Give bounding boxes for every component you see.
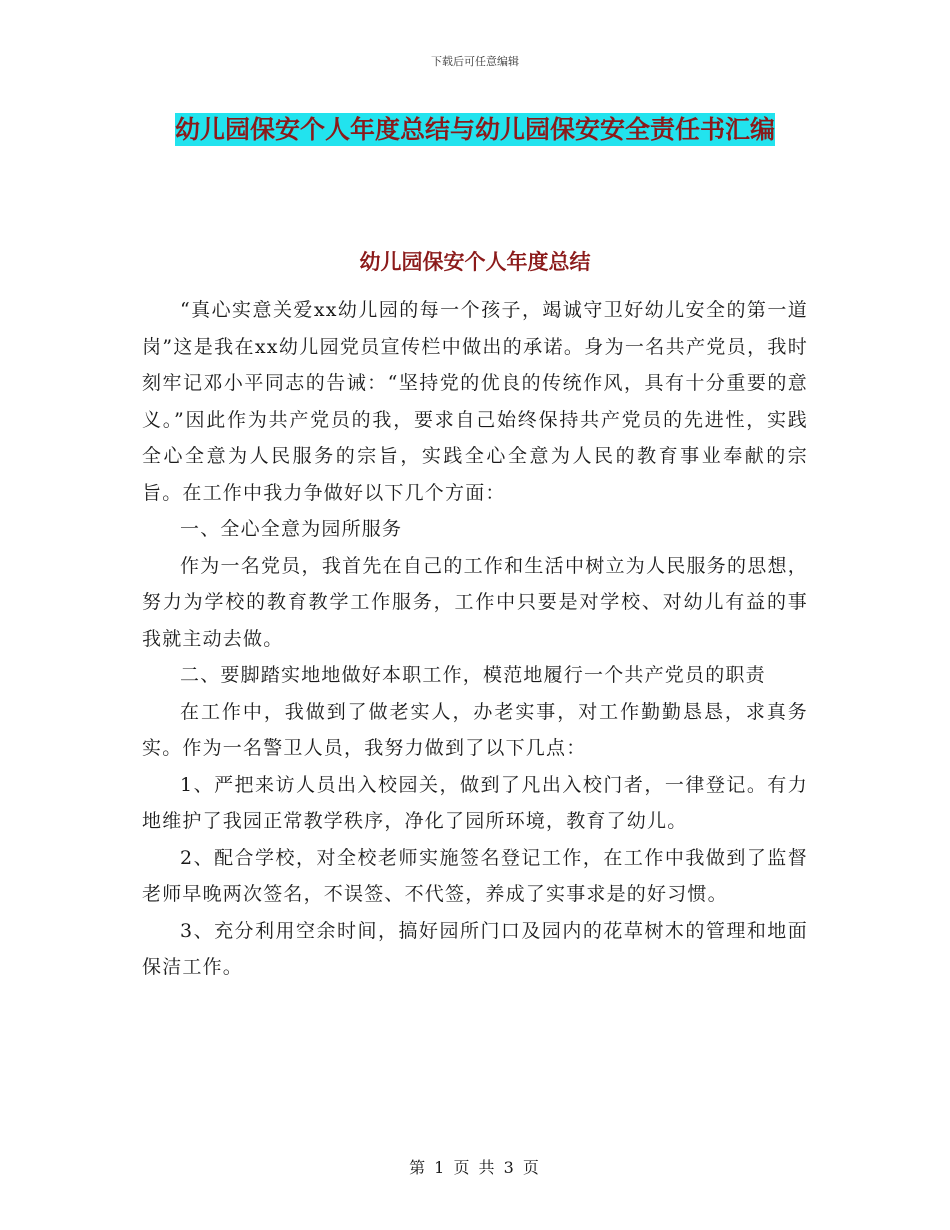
document-title [142, 108, 808, 152]
document-title-text: 幼儿园保安个人年度总结与幼儿园保安安全责任书汇编 [174, 115, 775, 144]
section-title: 幼儿园保安个人年度总结 [359, 250, 591, 274]
paragraph: 二、要脚踏实地地做好本职工作，模范地履行一个共产党员的职责 [180, 664, 766, 686]
paragraph: 在工作中，我做到了做老实人，办老实事，对工作勤勤恳恳，求真务实。作为一名警卫人员，我努力做到了以下几点： [142, 700, 808, 759]
paragraph: 3、充分利用空余时间，搞好园所门口及园内的花草树木的管理和地面保洁工作。 [142, 919, 808, 978]
paragraph: 一、全心全意为园所服务 [180, 518, 403, 540]
paragraph: 作为一名党员，我首先在自己的工作和生活中树立为人民服务的思想，努力为学校的教育教学工作服务，工作中只要是对学校、对幼儿有益的事我就主动去做。 [142, 554, 808, 650]
page-number: 第 1 页 共 3 页 [409, 1158, 541, 1177]
header-note: 下载后可任意编辑 [431, 55, 519, 68]
body-text [142, 292, 808, 986]
paragraph: 1、严把来访人员出入校园关，做到了凡出入校门者，一律登记。有力地维护了我园正常教学秩序，净化了园所环境，教育了幼儿。 [142, 773, 808, 832]
paragraph: 2、配合学校，对全校老师实施签名登记工作，在工作中我做到了监督老师早晚两次签名，不误签、不代签，养成了实事求是的好习惯。 [142, 846, 808, 905]
paragraph: “真心实意关爱xx幼儿园的每一个孩子，竭诚守卫好幼儿安全的第一道岗”这是我在xx幼儿园党员宣传栏中做出的承诺。身为一名共产党员，我时刻牢记邓小平同志的告诫：“坚持党的优良的传统作风，具有十分重要的意义。”因此作为共产党员的我，要求自己始终保持共产党员的先进性，实践全心全意为人民服务的宗旨，实践全心全意为人民的教育事业奉献的宗旨。在工作中我力争做好以下几个方面： [142, 299, 808, 504]
